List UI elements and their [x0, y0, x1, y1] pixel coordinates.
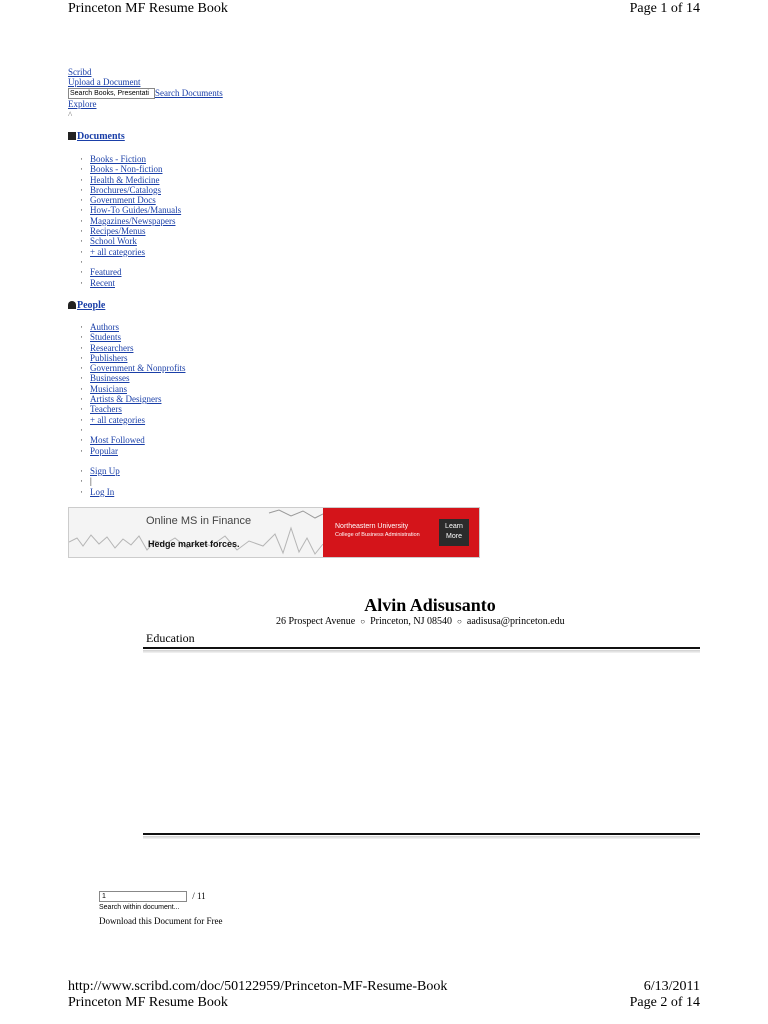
category-link[interactable]: Books - Fiction	[90, 154, 147, 164]
sign-up-link[interactable]: Sign Up	[90, 466, 120, 476]
search-bar	[68, 88, 223, 99]
page-number-input[interactable]: 1	[99, 891, 187, 902]
ad-university-name: Northeastern University	[335, 523, 409, 530]
category-link[interactable]: Musicians	[90, 383, 127, 394]
category-link[interactable]: Authors	[90, 322, 119, 332]
people-heading[interactable]	[68, 300, 105, 311]
list-item[interactable]: · + all categories	[80, 414, 146, 425]
all-categories-link[interactable]: + all categories	[90, 246, 146, 257]
upload-document-link[interactable]: Upload a Document	[68, 77, 141, 87]
category-link[interactable]: Businesses	[90, 373, 130, 384]
list-item[interactable]: · Musicians	[80, 383, 127, 394]
category-link[interactable]: Artists & Designers	[90, 394, 162, 405]
ad-subline: Hedge market forces.	[148, 539, 240, 549]
ad-banner[interactable]	[68, 507, 480, 558]
scribd-logo-link[interactable]: Scribd	[68, 67, 92, 77]
resume-contact-line	[276, 616, 565, 627]
list-item: ·	[80, 424, 83, 435]
print-footer-page: Page 2 of 14	[629, 995, 700, 1010]
search-input[interactable]: Search Books, Presentati	[68, 88, 155, 99]
section-divider-shadow	[143, 650, 700, 653]
divider: |	[90, 476, 92, 487]
list-item[interactable]: · Sign Up	[80, 466, 120, 476]
list-item[interactable]: · + all categories	[80, 246, 146, 257]
print-footer-title: Princeton MF Resume Book	[68, 995, 228, 1010]
list-item[interactable]: · Books - Non-fiction	[80, 164, 163, 175]
list-item[interactable]: · Popular	[80, 445, 118, 456]
list-item[interactable]: · Health & Medicine	[80, 174, 160, 185]
collapse-caret-icon[interactable]: ^	[68, 110, 73, 120]
list-item[interactable]: · Teachers	[80, 404, 122, 415]
documents-heading-link[interactable]: Documents	[77, 131, 125, 142]
explore-link[interactable]: Explore	[68, 99, 97, 109]
list-item[interactable]: · Most Followed	[80, 435, 145, 446]
search-documents-button[interactable]: Search Documents	[155, 88, 223, 98]
list-item[interactable]: · Authors	[80, 322, 119, 332]
print-header-page: Page 1 of 14	[629, 1, 700, 16]
list-item[interactable]: · School Work	[80, 236, 137, 247]
section-divider	[143, 833, 700, 835]
section-divider-shadow	[143, 836, 700, 839]
category-link[interactable]: Researchers	[90, 342, 134, 353]
people-heading-link[interactable]: People	[77, 300, 106, 311]
category-link[interactable]: Magazines/Newspapers	[90, 215, 176, 226]
section-heading-education: Education	[146, 631, 195, 645]
list-item[interactable]: · Businesses	[80, 373, 130, 384]
list-item[interactable]: · Government & Nonprofits	[80, 363, 186, 374]
category-link[interactable]: Recipes/Menus	[90, 226, 146, 237]
page-total: / 11	[192, 891, 206, 901]
separator-icon: ○	[360, 617, 366, 626]
download-link[interactable]: Download this Document for Free	[99, 916, 223, 926]
city-text: Princeton, NJ 08540	[370, 616, 453, 627]
category-link[interactable]: Teachers	[90, 404, 122, 415]
section-divider	[143, 647, 700, 649]
category-link[interactable]: Publishers	[90, 352, 128, 363]
category-link[interactable]: Students	[90, 332, 122, 343]
list-item[interactable]: · Books - Fiction	[80, 154, 147, 164]
list-item[interactable]: · Government Docs	[80, 195, 156, 206]
list-item[interactable]: · Brochures/Catalogs	[80, 184, 161, 195]
address-text: 26 Prospect Avenue	[276, 616, 356, 627]
ad-college-name: College of Business Administration	[335, 532, 420, 538]
email-text: aadisusa@princeton.edu	[466, 616, 565, 627]
documents-category-list	[80, 154, 181, 288]
documents-heading[interactable]	[68, 131, 125, 142]
all-categories-link[interactable]: + all categories	[90, 414, 146, 425]
list-item[interactable]: · How-To Guides/Manuals	[80, 205, 182, 216]
ad-university	[335, 522, 420, 540]
people-category-list	[80, 322, 185, 456]
separator-icon: ○	[457, 617, 462, 626]
print-footer-url: http://www.scribd.com/doc/50122959/Princeton-MF-Resume-Book	[68, 979, 448, 994]
search-within-input[interactable]: Search within document...	[99, 904, 180, 911]
list-item[interactable]: · Log In	[80, 486, 115, 497]
ad-stock-chart-image	[69, 508, 323, 558]
category-link[interactable]: Brochures/Catalogs	[90, 184, 161, 195]
list-item: · |	[80, 476, 92, 487]
recent-link[interactable]: Recent	[90, 277, 115, 288]
account-list	[80, 466, 120, 497]
list-item[interactable]: · Publishers	[80, 352, 128, 363]
resume-name: Alvin Adisusanto	[364, 595, 496, 615]
popular-link[interactable]: Popular	[90, 445, 118, 456]
featured-link[interactable]: Featured	[90, 267, 122, 278]
list-item[interactable]: · Recent	[80, 277, 115, 288]
list-item[interactable]: · Featured	[80, 267, 122, 278]
list-item[interactable]: · Magazines/Newspapers	[80, 215, 176, 226]
list-item[interactable]: · Artists & Designers	[80, 394, 162, 405]
ad-brand-panel	[323, 508, 480, 558]
learn-more-button[interactable]: Learn More	[439, 519, 469, 546]
most-followed-link[interactable]: Most Followed	[90, 435, 145, 446]
document-icon	[68, 132, 76, 140]
ad-headline: Online MS in Finance	[146, 515, 252, 527]
category-link[interactable]: Health & Medicine	[90, 174, 160, 185]
list-item: ·	[80, 256, 83, 267]
category-link[interactable]: How-To Guides/Manuals	[90, 205, 182, 216]
list-item[interactable]: · Recipes/Menus	[80, 226, 146, 237]
person-icon	[68, 301, 76, 309]
list-item[interactable]: · Students	[80, 332, 122, 343]
category-link[interactable]: School Work	[90, 236, 137, 247]
log-in-link[interactable]: Log In	[90, 486, 115, 497]
print-footer-date: 6/13/2011	[643, 979, 700, 994]
category-link[interactable]: Government & Nonprofits	[90, 363, 186, 374]
category-link[interactable]: Books - Non-fiction	[90, 164, 163, 175]
category-link[interactable]: Government Docs	[90, 195, 156, 206]
list-item[interactable]: · Researchers	[80, 342, 134, 353]
page-navigator	[99, 891, 206, 902]
print-header-title: Princeton MF Resume Book	[68, 1, 228, 16]
